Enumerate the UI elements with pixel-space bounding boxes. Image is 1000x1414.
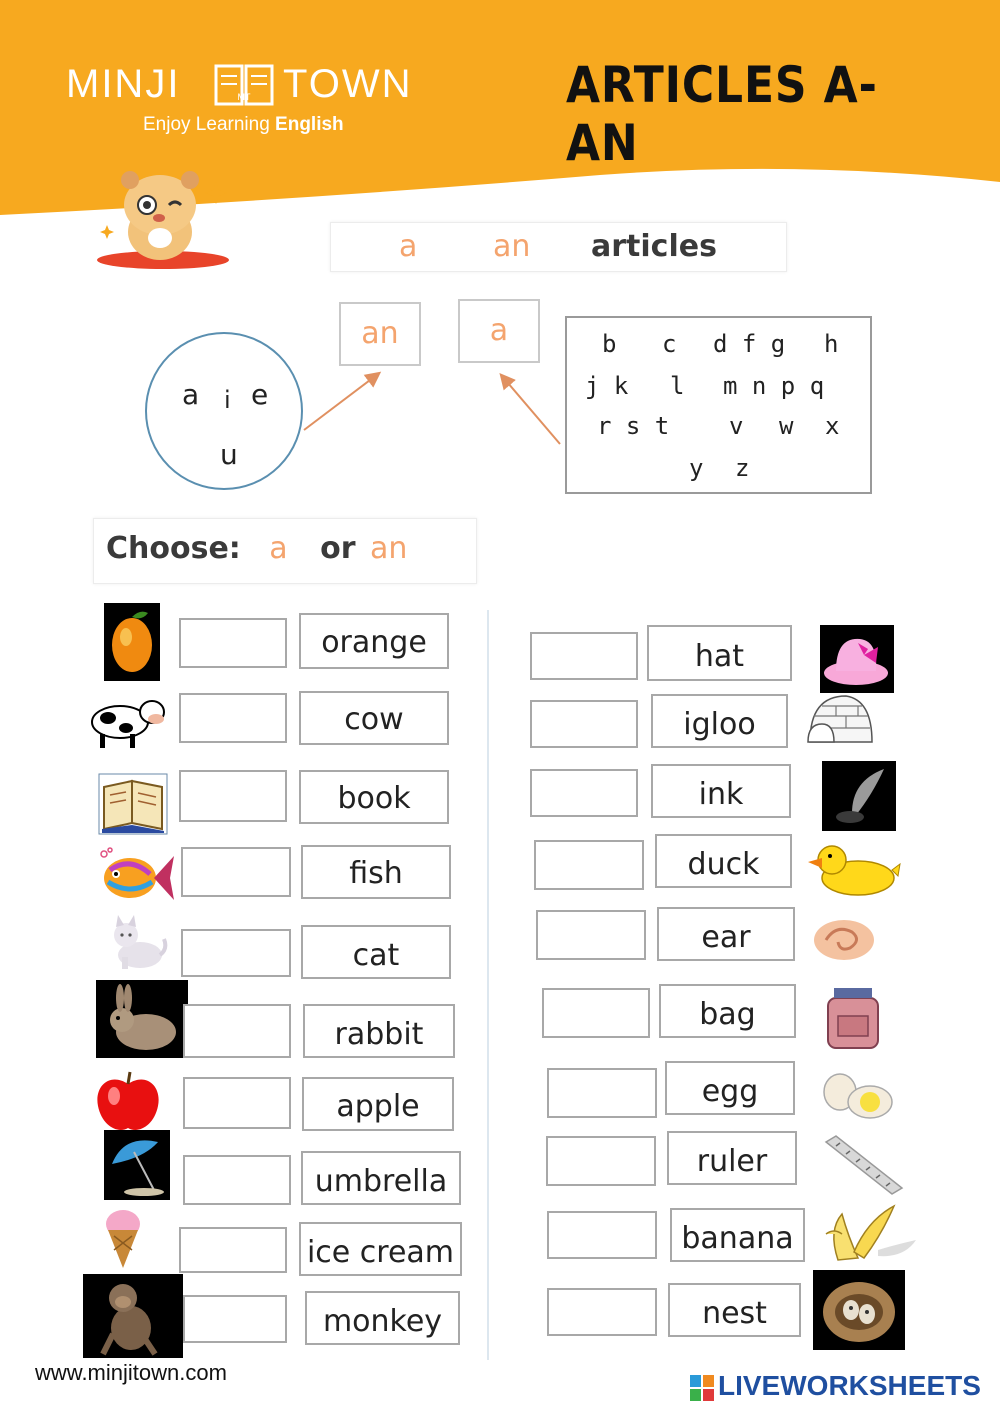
answer-input[interactable]: [181, 929, 291, 977]
box-a: a: [458, 299, 540, 363]
answer-input[interactable]: [546, 1136, 656, 1186]
consonant-group: z: [735, 454, 750, 482]
word-card: cat: [301, 925, 451, 979]
tagline-bold: English: [275, 114, 344, 135]
word-card: nest: [668, 1283, 801, 1337]
consonant-group: w: [779, 412, 794, 440]
cat-icon: [106, 913, 168, 971]
column-divider: [487, 610, 489, 1360]
word-card: egg: [665, 1061, 795, 1115]
answer-input[interactable]: [542, 988, 650, 1038]
hamster-mascot-icon: [95, 160, 235, 272]
liveworksheets-logo-icon: [690, 1375, 716, 1403]
book-logo-text: MT: [237, 92, 251, 102]
egg-icon: [820, 1070, 896, 1122]
arrows: [290, 360, 580, 460]
consonant-group: y: [689, 454, 704, 482]
word-card: apple: [302, 1077, 454, 1131]
answer-input[interactable]: [534, 840, 644, 890]
instruction-or: or: [320, 531, 356, 566]
ruler-icon: [822, 1132, 904, 1198]
word-card: banana: [670, 1208, 805, 1262]
igloo-icon: [806, 690, 876, 746]
word-card: ink: [651, 764, 791, 818]
word-card: monkey: [305, 1291, 460, 1345]
umbrella-icon: [104, 1130, 170, 1200]
answer-input[interactable]: [547, 1288, 657, 1336]
bag-icon: [820, 980, 886, 1052]
fish-icon: [96, 846, 176, 906]
footer-brand: LIVEWORKSHEETS: [718, 1370, 981, 1401]
answer-input[interactable]: [183, 1295, 287, 1343]
word-card: orange: [299, 613, 449, 669]
consonant-group: d f g: [713, 330, 786, 358]
vowels-circle: [145, 332, 303, 490]
consonant-group: j k: [585, 372, 629, 400]
answer-input[interactable]: [530, 700, 638, 748]
consonant-group: l: [670, 372, 685, 400]
book-logo-icon: [213, 58, 275, 110]
ear-icon: [812, 916, 876, 964]
vowel-e: e: [251, 378, 269, 411]
apple-icon: [92, 1068, 164, 1134]
banana-icon: [818, 1200, 918, 1268]
tagline-plain: Enjoy Learning: [143, 114, 276, 135]
consonant-group: r s t: [597, 412, 670, 440]
word-card: ear: [657, 907, 795, 961]
instruction-box: [93, 518, 477, 584]
answer-input[interactable]: [547, 1068, 657, 1118]
instruction-an: an: [369, 531, 408, 566]
brand-minji: MINJI: [66, 62, 181, 106]
instruction-choose: Choose:: [106, 531, 241, 566]
answer-input[interactable]: [536, 910, 646, 960]
consonant-group: m n p q: [723, 372, 825, 400]
word-card: hat: [647, 625, 792, 681]
articles-label: articles: [591, 229, 717, 264]
articles-a: a: [399, 229, 418, 264]
articles-header-box: [330, 222, 787, 272]
duck-icon: [804, 840, 902, 898]
orange-icon: [104, 603, 160, 681]
consonant-group: c: [662, 330, 677, 358]
instruction-text: [106, 531, 407, 566]
word-card: duck: [655, 834, 792, 888]
ice-cream-icon: [100, 1206, 146, 1270]
cow-icon: [86, 692, 170, 750]
vowel-i: i: [224, 386, 231, 414]
vowel-a: a: [182, 378, 200, 411]
word-card: rabbit: [303, 1004, 455, 1058]
word-card: book: [299, 770, 449, 824]
footer-url[interactable]: www.minjitown.com: [35, 1360, 227, 1385]
consonant-group: x: [825, 412, 840, 440]
brand-town: TOWN: [283, 62, 413, 106]
answer-input[interactable]: [179, 618, 287, 668]
answer-input[interactable]: [530, 632, 638, 680]
consonant-group: v: [729, 412, 744, 440]
word-card: ice cream: [299, 1222, 462, 1276]
instruction-a: a: [269, 531, 288, 566]
answer-input[interactable]: [179, 770, 287, 822]
box-an: an: [339, 302, 421, 366]
monkey-icon: [83, 1274, 183, 1358]
articles-an: an: [493, 229, 531, 264]
hat-icon: [820, 625, 894, 693]
word-card: bag: [659, 984, 796, 1038]
answer-input[interactable]: [179, 1227, 287, 1273]
answer-input[interactable]: [547, 1211, 657, 1259]
nest-icon: [813, 1270, 905, 1350]
answer-input[interactable]: [179, 693, 287, 743]
consonants-box: [565, 316, 872, 494]
consonant-group: h: [824, 330, 839, 358]
vowel-u: u: [220, 438, 238, 471]
word-card: igloo: [651, 694, 788, 748]
word-card: umbrella: [301, 1151, 461, 1205]
rabbit-icon: [96, 980, 188, 1058]
answer-input[interactable]: [183, 1155, 291, 1205]
answer-input[interactable]: [183, 1004, 291, 1058]
tagline: [143, 114, 344, 136]
page-title: ARTICLES A-AN: [566, 56, 878, 172]
ink-icon: [822, 761, 896, 831]
word-card: cow: [299, 691, 449, 745]
word-card: ruler: [667, 1131, 797, 1185]
answer-input[interactable]: [183, 1077, 291, 1129]
word-card: fish: [301, 845, 451, 899]
book-icon: [98, 773, 168, 835]
consonant-group: b: [602, 330, 617, 358]
answer-input[interactable]: [530, 769, 638, 817]
answer-input[interactable]: [181, 847, 291, 897]
